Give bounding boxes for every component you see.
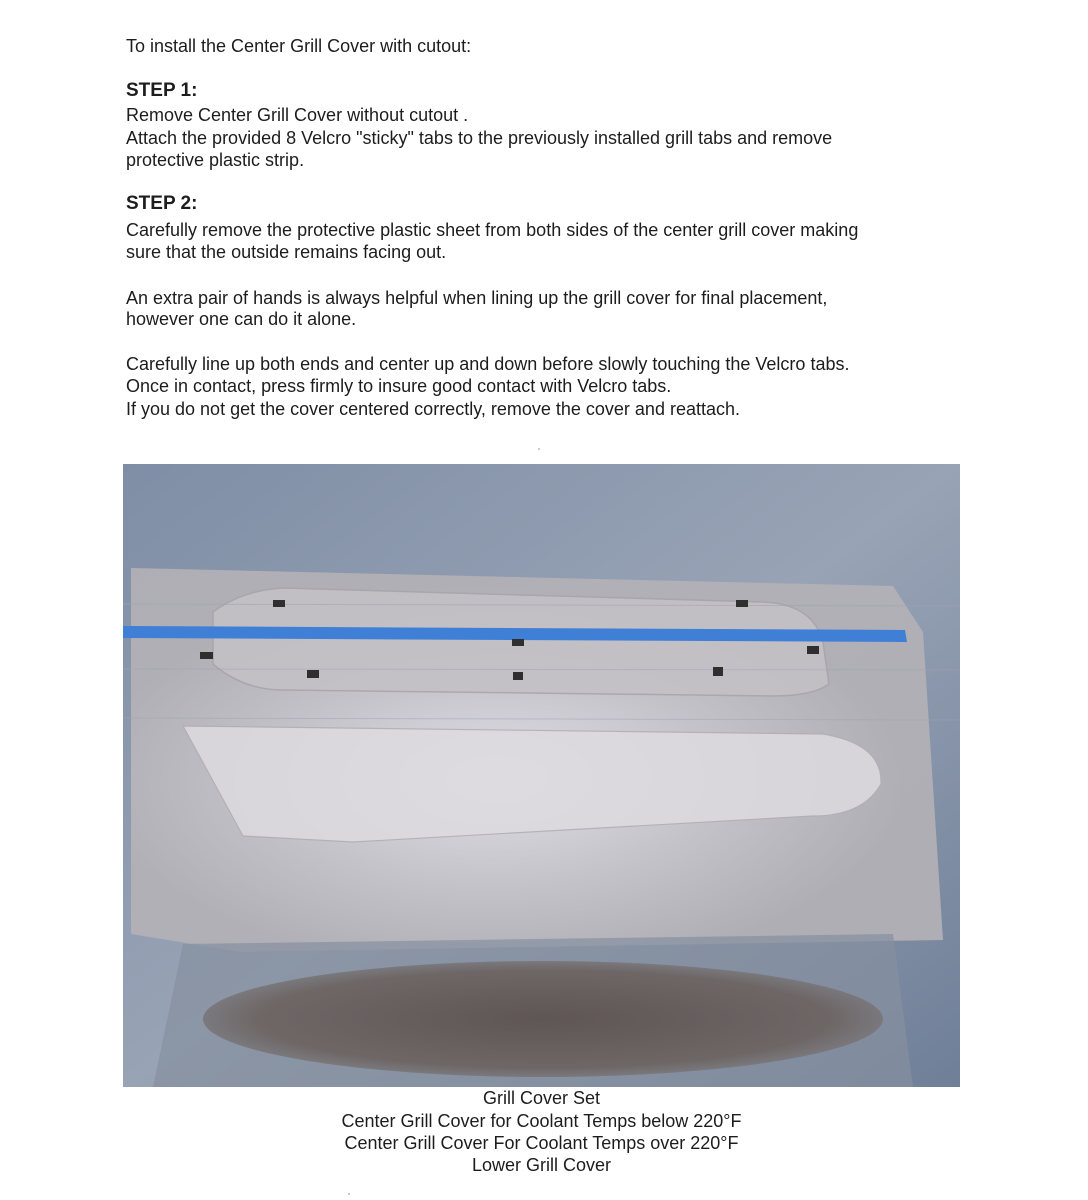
step-2-para3-line-2: Once in contact, press firmly to insure good contact with Velcro tabs. <box>126 376 672 396</box>
step-2-line-2: sure that the outside remains facing out. <box>126 242 447 262</box>
velcro-tab <box>307 670 319 678</box>
lower-grill-cover-dark <box>203 961 883 1077</box>
grill-cover-illustration <box>123 464 960 1087</box>
velcro-tab <box>200 652 213 659</box>
step-1-line-1: Remove Center Grill Cover without cutout . <box>126 105 469 125</box>
scan-speck <box>348 1193 350 1195</box>
step-2-line-1: Carefully remove the protective plastic sheet from both sides of the center grill cover making <box>126 220 859 240</box>
caption-line-3: Center Grill Cover For Coolant Temps over 220°F <box>344 1133 739 1153</box>
step-2-para2-line-2: however one can do it alone. <box>126 309 357 329</box>
step-1-heading: STEP 1: <box>126 80 198 101</box>
step-2-para3-line-1: Carefully line up both ends and center up and down before slowly touching the Velcro tabs. <box>126 354 850 374</box>
step-2-heading: STEP 2: <box>126 193 198 214</box>
velcro-tab <box>807 646 819 654</box>
velcro-tab <box>512 639 524 646</box>
step-1-line-3: protective plastic strip. <box>126 150 305 170</box>
velcro-tab <box>736 600 748 607</box>
caption-line-1: Grill Cover Set <box>482 1088 601 1108</box>
step-2-para2-line-1: An extra pair of hands is always helpful when lining up the grill cover for final placement, <box>126 288 828 308</box>
grill-cover-photo <box>123 464 960 1087</box>
scan-speck <box>538 448 540 450</box>
caption-line-2: Center Grill Cover for Coolant Temps below 220°F <box>341 1111 742 1131</box>
velcro-tab <box>513 672 523 680</box>
caption-line-4: Lower Grill Cover <box>471 1155 612 1175</box>
step-2-para3-line-3: If you do not get the cover centered correctly, remove the cover and reattach. <box>126 399 740 419</box>
step-1-line-2: Attach the provided 8 Velcro "sticky" tabs to the previously installed grill tabs and remove <box>126 128 833 148</box>
intro-text: To install the Center Grill Cover with cutout: <box>126 36 472 56</box>
velcro-tab <box>273 600 285 607</box>
velcro-tab <box>713 667 723 676</box>
